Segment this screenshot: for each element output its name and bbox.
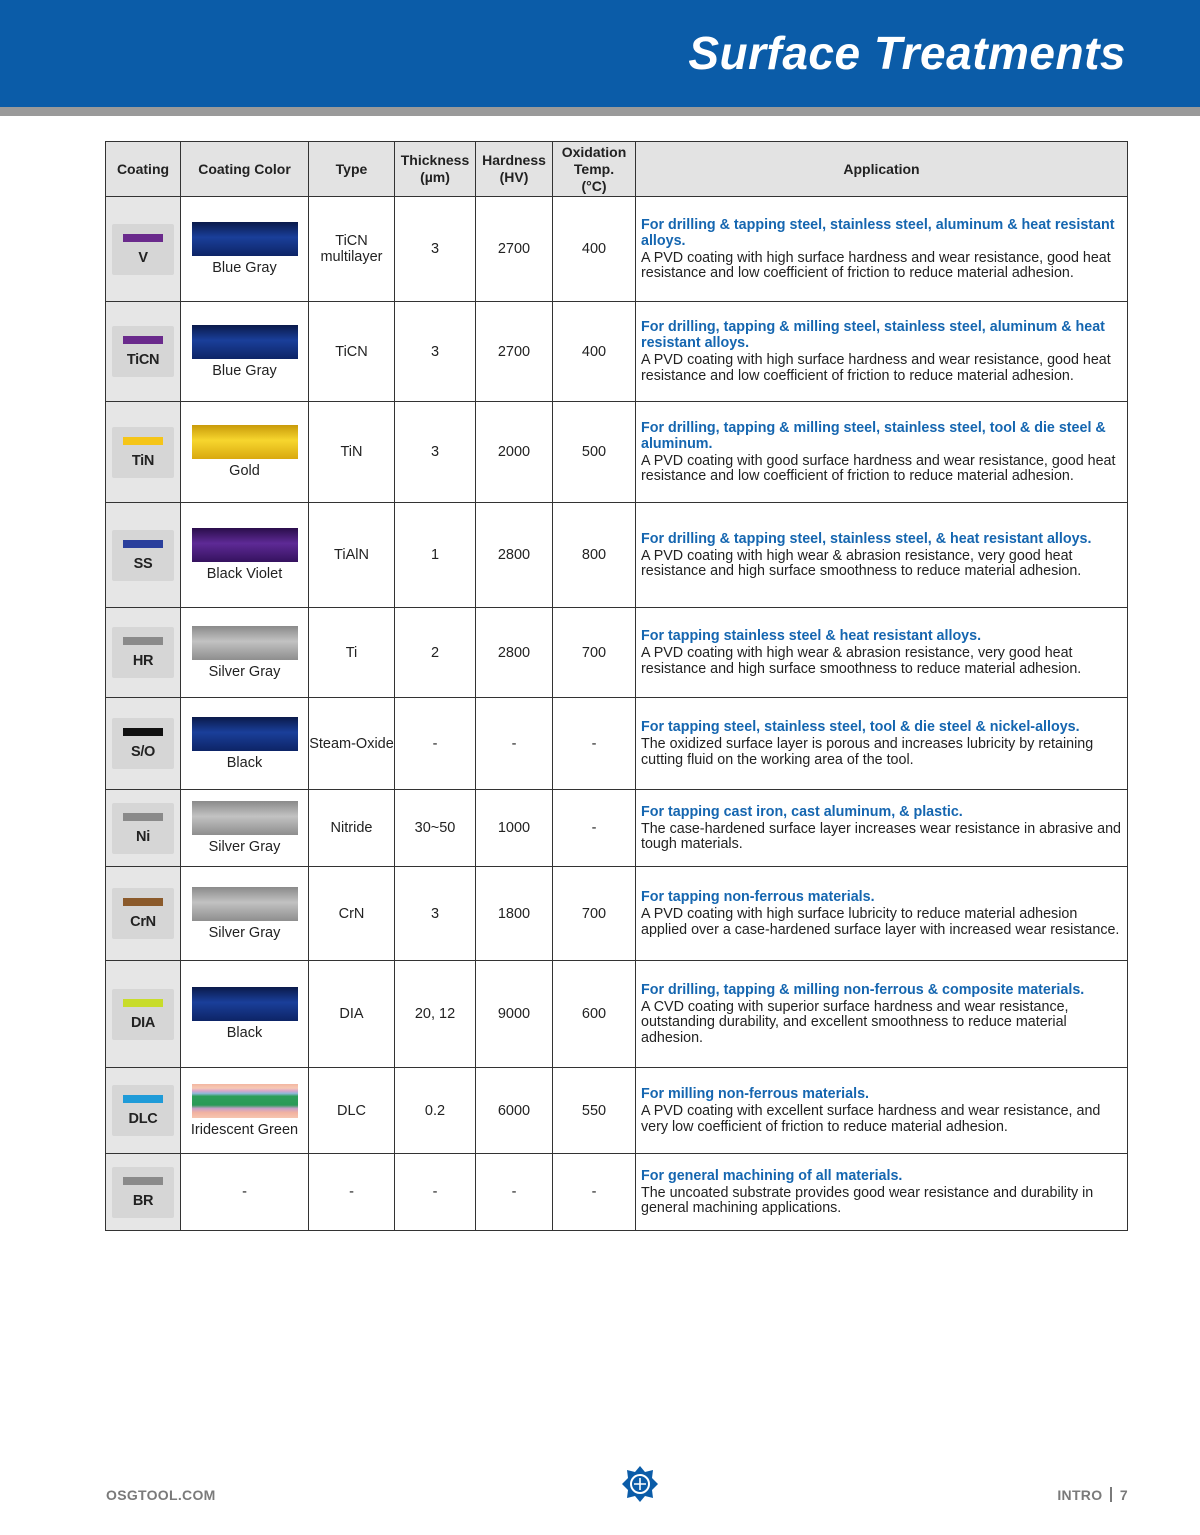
coating-color-name: Black (226, 1025, 263, 1041)
application-title: For general machining of all materials. (641, 1167, 903, 1184)
coating-color-swatch (192, 887, 298, 921)
coatings-table (105, 141, 1128, 1231)
application-description: A PVD coating with high surface hardness and wear resistance, good heat resistance and low coefficient of friction to reduce material adhesion. (641, 352, 1111, 384)
coating-color-cell (181, 197, 309, 302)
coating-type: - (309, 1154, 395, 1231)
footer-page-label (1057, 1487, 1128, 1503)
coating-type: TiN (309, 402, 395, 503)
footer-separator (1110, 1487, 1112, 1502)
coating-thickness: 2 (395, 608, 476, 698)
table-row (106, 698, 1128, 790)
table-row (106, 302, 1128, 402)
coating-code: V (138, 249, 148, 266)
coating-code: TiCN (126, 352, 160, 368)
coating-stripe (123, 437, 163, 445)
application-title: For drilling & tapping steel, stainless steel, & heat resistant alloys. (641, 530, 1092, 547)
coating-badge (112, 1167, 174, 1218)
osg-logo-icon (620, 1464, 660, 1504)
coating-color-cell (181, 961, 309, 1068)
coating-code-cell (106, 503, 181, 608)
application-description: The uncoated substrate provides good wear resistance and durability in general machining applications. (641, 1184, 1094, 1216)
table-row (106, 961, 1128, 1068)
coating-color-cell (181, 790, 309, 867)
application-description: A PVD coating with high wear & abrasion resistance, very good heat resistance and high surface smoothness to reduce material adhesion. (641, 547, 1082, 579)
coating-color-swatch (192, 325, 298, 359)
col-header-application: Application (636, 142, 1128, 197)
coating-hardness: 2700 (476, 302, 553, 402)
coating-color-cell (181, 698, 309, 790)
coating-stripe (123, 540, 163, 548)
application-description: A PVD coating with high surface hardness and wear resistance, good heat resistance and low coefficient of friction to reduce material adhesion. (641, 249, 1111, 281)
col-header-coating: Coating (106, 142, 181, 197)
coating-stripe (123, 898, 163, 906)
coating-color-swatch (192, 1084, 298, 1118)
coating-hardness: 9000 (476, 961, 553, 1068)
table-row (106, 1154, 1128, 1231)
coating-application (636, 402, 1128, 503)
header-rule (0, 107, 1200, 116)
coating-code: DIA (130, 1014, 156, 1031)
coating-stripe (123, 813, 163, 821)
coating-color-cell (181, 867, 309, 961)
coating-color-cell (181, 608, 309, 698)
coating-color-cell (181, 1154, 309, 1231)
coating-thickness: 0.2 (395, 1068, 476, 1154)
coating-code-cell (106, 302, 181, 402)
application-description: A PVD coating with good surface hardness and wear resistance, good heat resistance and low coefficient of friction to reduce material adhesion. (641, 452, 1116, 484)
coating-stripe (123, 1177, 163, 1185)
coating-color-name: - (242, 1184, 247, 1200)
coating-hardness: - (476, 698, 553, 790)
coating-badge (112, 224, 174, 275)
page-title: Surface Treatments (688, 27, 1126, 79)
coating-stripe (123, 728, 163, 736)
coating-color-swatch (192, 425, 298, 459)
application-title: For tapping steel, stainless steel, tool & die steel & nickel-alloys. (641, 719, 1080, 735)
application-description: A PVD coating with excellent surface hardness and wear resistance, and very low coefficient of friction to reduce material adhesion. (641, 1103, 1101, 1135)
coating-color-name: Blue Gray (212, 260, 277, 276)
coating-code-cell (106, 790, 181, 867)
coating-badge (112, 989, 174, 1040)
coating-badge (112, 326, 174, 377)
table-body (106, 197, 1128, 1231)
coating-color-name: Blue Gray (212, 362, 277, 379)
coating-application (636, 790, 1128, 867)
coating-application (636, 1154, 1128, 1231)
coating-thickness: 30~50 (395, 790, 476, 867)
coating-code-cell (106, 698, 181, 790)
coating-code-cell (106, 1068, 181, 1154)
application-title: For drilling, tapping & milling steel, stainless steel, aluminum & heat resistant alloys. (641, 319, 1105, 351)
coating-badge (112, 427, 174, 478)
coating-color-cell (181, 402, 309, 503)
coating-oxidation-temp: 500 (553, 402, 636, 503)
coating-oxidation-temp: 400 (553, 197, 636, 302)
coating-color-name: Silver Gray (208, 839, 281, 855)
table-row (106, 402, 1128, 503)
coating-type: Ti (309, 608, 395, 698)
coating-badge (112, 718, 174, 769)
application-description: A PVD coating with high wear & abrasion resistance, very good heat resistance and high surface smoothness to reduce material adhesion. (641, 645, 1082, 677)
coating-color-cell (181, 503, 309, 608)
coating-thickness: 1 (395, 503, 476, 608)
coating-stripe (123, 336, 163, 344)
coating-thickness: 3 (395, 197, 476, 302)
coating-type: Nitride (309, 790, 395, 867)
table-row (106, 197, 1128, 302)
table-row (106, 790, 1128, 867)
coating-code-cell (106, 197, 181, 302)
col-header-thickness: Thickness (µm) (395, 142, 476, 197)
col-header-oxidation-temp: Oxidation Temp. (°C) (553, 142, 636, 197)
coating-badge (112, 803, 174, 854)
coating-hardness: 1000 (476, 790, 553, 867)
coating-oxidation-temp: 600 (553, 961, 636, 1068)
coating-code: DLC (128, 1111, 158, 1127)
coating-application (636, 608, 1128, 698)
application-title: For tapping non-ferrous materials. (641, 889, 875, 905)
coating-color-name: Gold (229, 463, 260, 479)
application-title: For drilling & tapping steel, stainless steel, aluminum & heat resistant alloys. (641, 216, 1115, 249)
coating-thickness: 20, 12 (395, 961, 476, 1068)
coating-application (636, 961, 1128, 1068)
coating-code: SS (133, 555, 153, 572)
coating-hardness: 1800 (476, 867, 553, 961)
coating-stripe (123, 234, 163, 242)
coating-oxidation-temp: - (553, 790, 636, 867)
coating-type: DLC (309, 1068, 395, 1154)
coating-code: Ni (136, 828, 150, 845)
coating-thickness: 3 (395, 302, 476, 402)
application-description: The case-hardened surface layer increases wear resistance in abrasive and tough materials. (641, 820, 1121, 852)
coating-color-swatch (192, 717, 298, 751)
coating-hardness: 2800 (476, 608, 553, 698)
coating-stripe (123, 999, 163, 1007)
coating-thickness: 3 (395, 402, 476, 503)
coating-hardness: 6000 (476, 1068, 553, 1154)
coating-code-cell (106, 867, 181, 961)
coating-badge (112, 1085, 174, 1136)
coating-application (636, 197, 1128, 302)
coating-type: DIA (309, 961, 395, 1068)
coating-badge (112, 888, 174, 939)
coating-oxidation-temp: 800 (553, 503, 636, 608)
col-header-hardness: Hardness (HV) (476, 142, 553, 197)
coating-type: TiCN multilayer (309, 197, 395, 302)
application-description: The oxidized surface layer is porous and increases lubricity by retaining cutting fluid on the working area of the tool. (641, 736, 1094, 768)
coating-code: HR (132, 653, 154, 669)
application-description: A PVD coating with high surface lubricity to reduce material adhesion applied over a case-hardened surface layer with increased wear resistance. (641, 906, 1120, 938)
col-header-coating-color: Coating Color (181, 142, 309, 197)
coating-code: CrN (130, 914, 156, 930)
coating-code-cell (106, 402, 181, 503)
coating-code-cell (106, 1154, 181, 1231)
table-row (106, 608, 1128, 698)
coating-color-name: Black Violet (206, 566, 283, 582)
coating-badge (112, 627, 174, 678)
coating-color-name: Silver Gray (208, 663, 281, 680)
coating-thickness: - (395, 1154, 476, 1231)
application-description: A CVD coating with superior surface hardness and wear resistance, outstanding durability, and excellent smoothness to reduce material adhesion. (641, 998, 1069, 1046)
coating-color-cell (181, 1068, 309, 1154)
coating-oxidation-temp: 700 (553, 608, 636, 698)
application-title: For milling non-ferrous materials. (641, 1086, 869, 1102)
coating-color-name: Silver Gray (208, 924, 281, 941)
coating-oxidation-temp: - (553, 698, 636, 790)
coating-color-name: Iridescent Green (190, 1121, 299, 1138)
coating-oxidation-temp: - (553, 1154, 636, 1231)
col-header-type: Type (309, 142, 395, 197)
coating-type: TiAlN (309, 503, 395, 608)
coating-code: BR (132, 1192, 154, 1209)
coating-oxidation-temp: 550 (553, 1068, 636, 1154)
coating-hardness: 2800 (476, 503, 553, 608)
coating-oxidation-temp: 400 (553, 302, 636, 402)
coating-code-cell (106, 961, 181, 1068)
coating-application (636, 698, 1128, 790)
coating-type: Steam-Oxide (309, 698, 395, 790)
coating-application (636, 1068, 1128, 1154)
footer-section: INTRO (1057, 1487, 1103, 1503)
coating-type: TiCN (309, 302, 395, 402)
table-row (106, 503, 1128, 608)
coating-color-swatch (192, 222, 298, 256)
coating-badge (112, 530, 174, 581)
coating-color-swatch (192, 528, 298, 562)
application-title: For tapping cast iron, cast aluminum, & plastic. (641, 803, 963, 820)
table-row (106, 867, 1128, 961)
coating-hardness: 2000 (476, 402, 553, 503)
coating-hardness: 2700 (476, 197, 553, 302)
coating-color-swatch (192, 987, 298, 1021)
coating-application (636, 503, 1128, 608)
coating-code: TiN (131, 452, 155, 469)
coating-color-swatch (192, 626, 298, 660)
table-row (106, 1068, 1128, 1154)
coating-stripe (123, 637, 163, 645)
coating-stripe (123, 1095, 163, 1103)
application-title: For drilling, tapping & milling non-ferrous & composite materials. (641, 981, 1085, 998)
coating-code-cell (106, 608, 181, 698)
application-title: For tapping stainless steel & heat resistant alloys. (641, 628, 982, 644)
coating-code: S/O (130, 744, 156, 760)
coating-thickness: - (395, 698, 476, 790)
coating-thickness: 3 (395, 867, 476, 961)
footer-page-number: 7 (1119, 1487, 1128, 1503)
coating-color-cell (181, 302, 309, 402)
footer-site: OSGTOOL.COM (106, 1487, 216, 1503)
coating-application (636, 867, 1128, 961)
coating-application (636, 302, 1128, 402)
coating-color-name: Black (226, 754, 263, 771)
coating-type: CrN (309, 867, 395, 961)
table-header (106, 142, 1128, 197)
coating-hardness: - (476, 1154, 553, 1231)
coating-oxidation-temp: 700 (553, 867, 636, 961)
coating-color-swatch (192, 801, 298, 835)
application-title: For drilling, tapping & milling steel, stainless steel, tool & die steel & aluminum. (641, 419, 1106, 452)
